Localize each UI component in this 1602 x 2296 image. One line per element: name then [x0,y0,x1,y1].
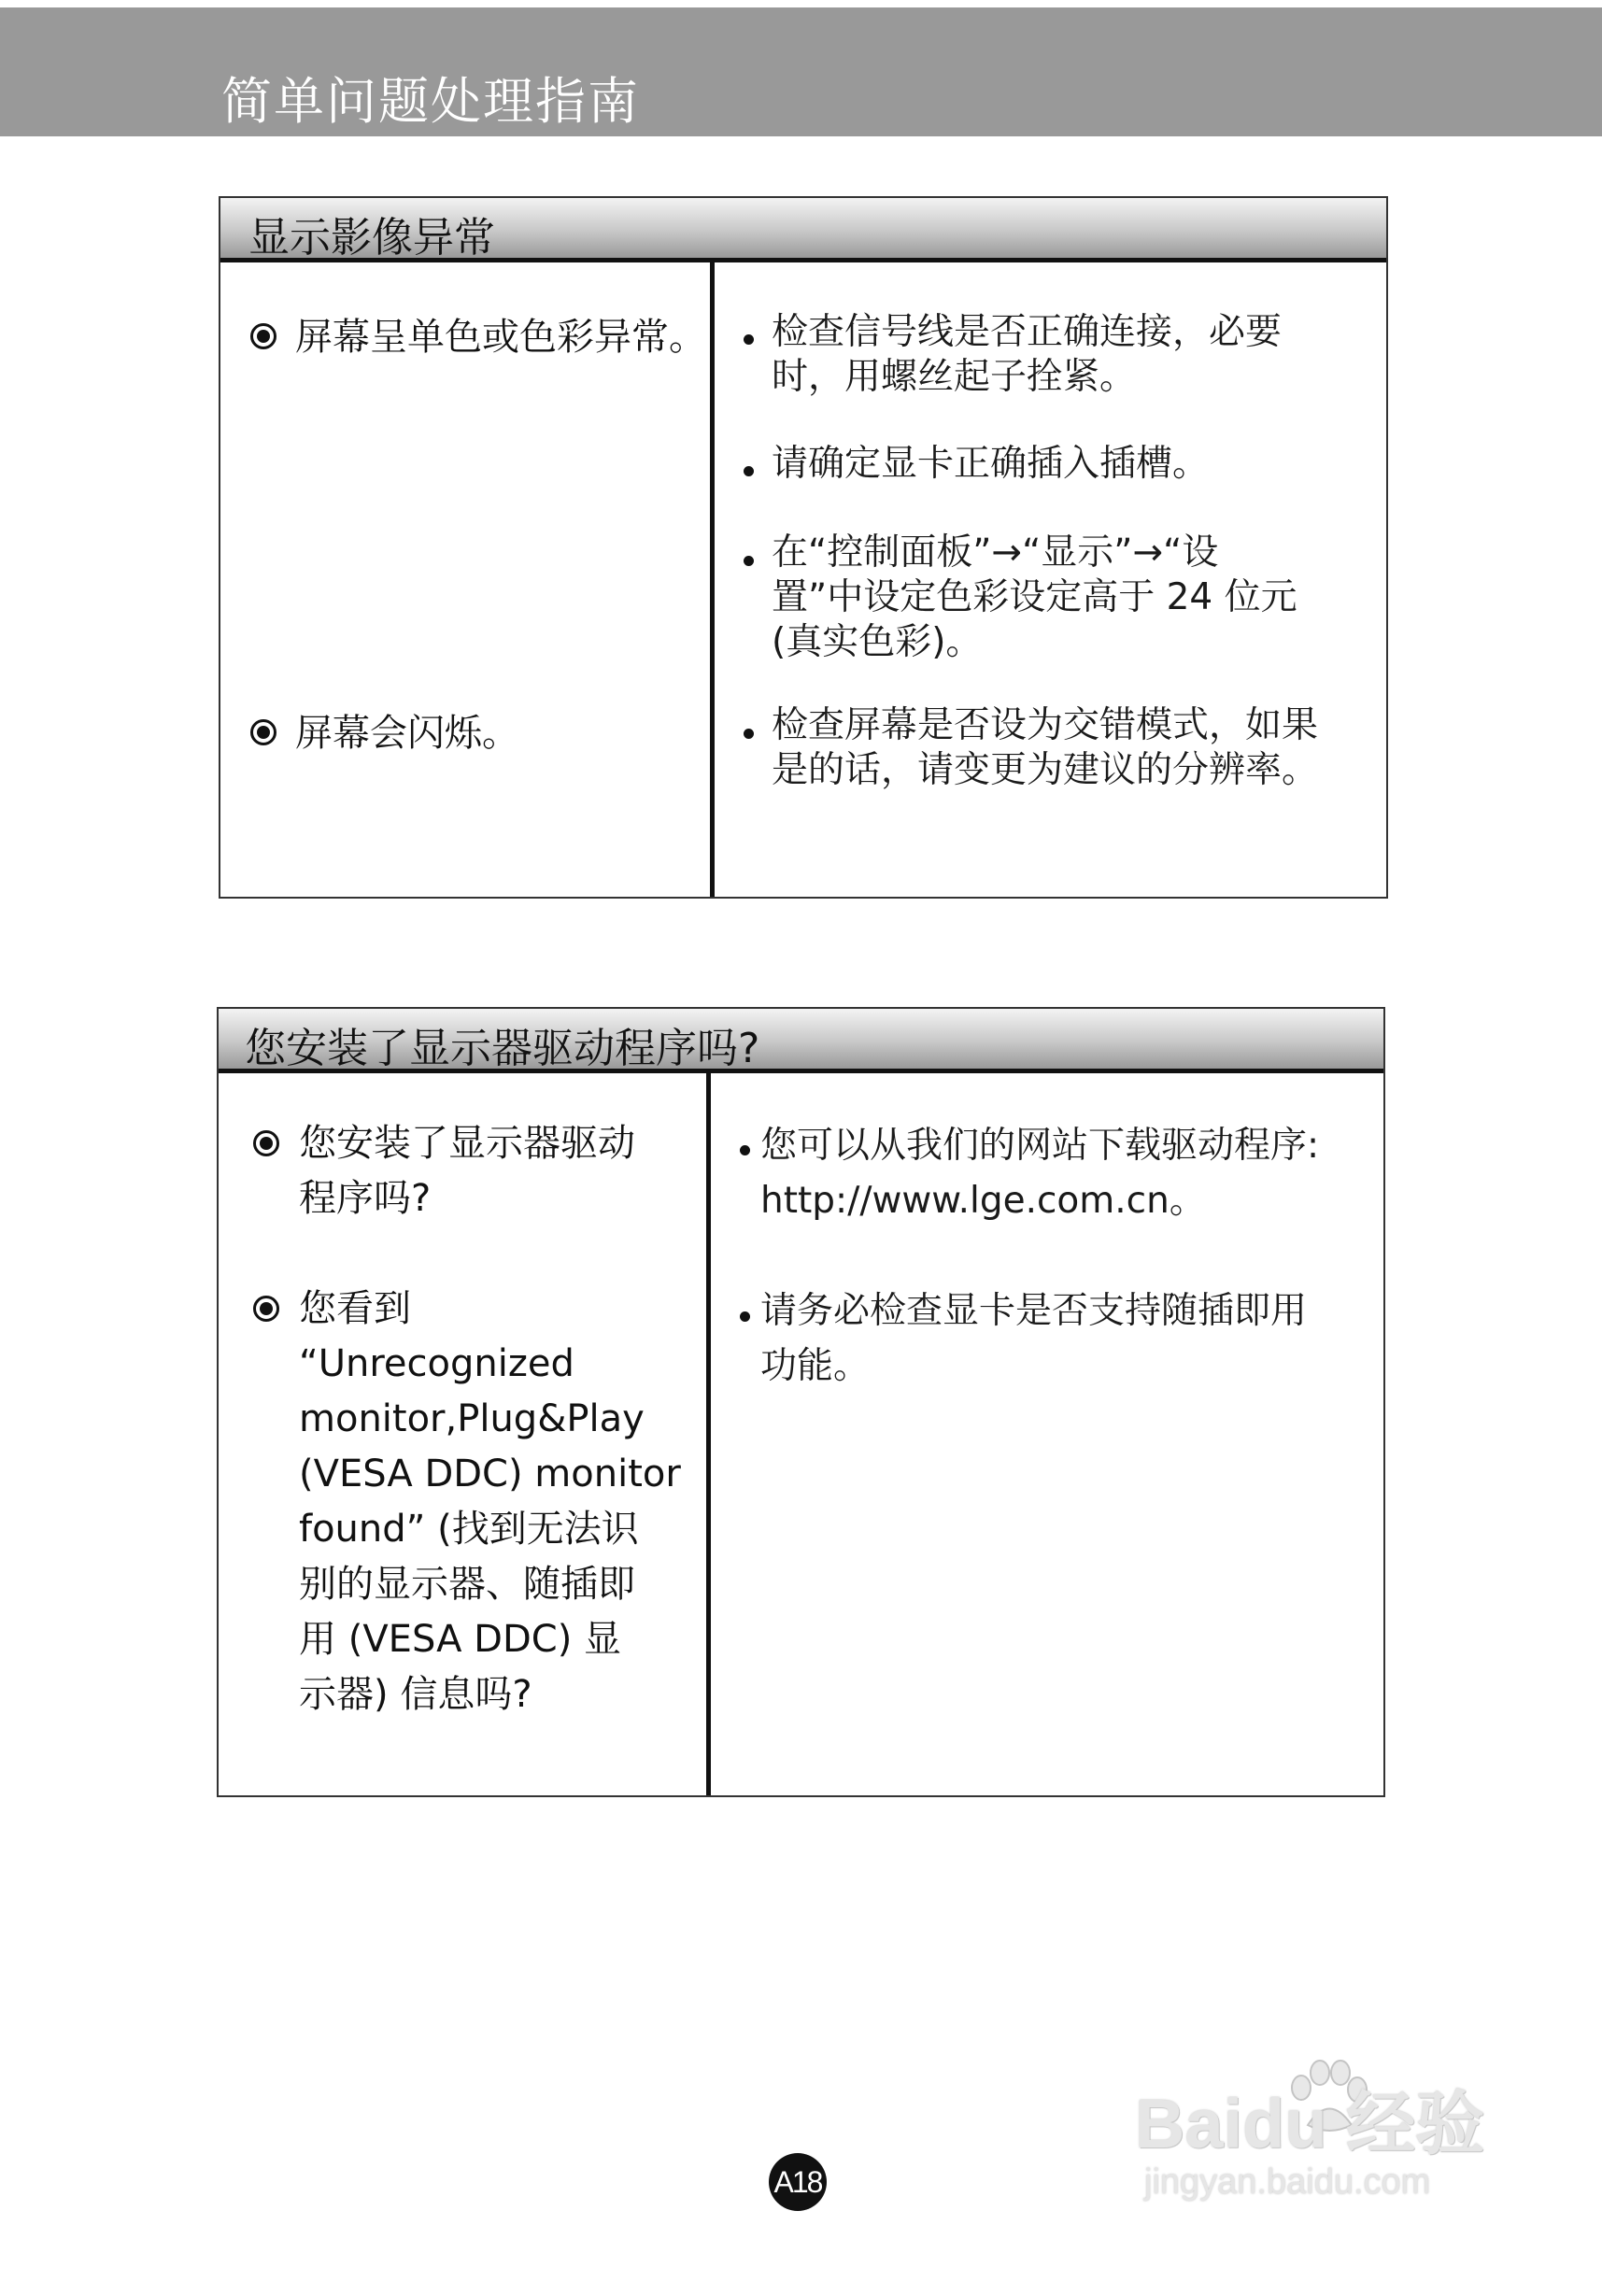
solution-text: 检查信号线是否正确连接，必要 时，用螺丝起子拴紧。 [772,311,1283,398]
section-header [219,1009,1383,1073]
page-number-badge: A18 [769,2153,827,2211]
answer-text: 请务必检查显卡是否支持随插即用 功能。 [760,1290,1308,1387]
radio-bullet-icon [250,719,276,745]
question-text: 您安装了显示器驱动 程序吗? [299,1122,635,1220]
bullet-dot-icon [744,729,754,739]
bullet-dot-icon [744,556,754,566]
column-divider [710,262,715,897]
bullet-dot-icon [740,1311,750,1322]
section-title: 您安装了显示器驱动程序吗? [245,1025,760,1072]
bullet-dot-icon [740,1145,750,1155]
bullet-dot-icon [744,334,754,345]
radio-bullet-icon [253,1130,279,1156]
watermark-url: jingyan.baidu.com [1144,2162,1431,2202]
solution-text: 检查屏幕是否设为交错模式，如果 是的话，请变更为建议的分辨率。 [772,704,1319,791]
section-display-abnormal [219,196,1388,899]
bullet-dot-icon [744,466,754,476]
section-header [220,198,1386,262]
solution-text: 请确定显卡正确插入插槽。 [772,443,1210,485]
question-text: 您看到 “Unrecognized monitor,Plug&Play (VESA DDC) monitor found” (找到无法识 别的显示器、随插即 用 (VESA DDC) 显 示器) 信息吗? [299,1287,681,1716]
page-title: 简单问题处理指南 [221,72,640,131]
symptom-label: 屏幕会闪烁。 [295,712,519,755]
radio-bullet-icon [250,323,276,349]
section-title: 显示影像异常 [248,214,495,262]
radio-bullet-icon [253,1296,279,1322]
solution-text: 在“控制面板”→“显示”→“设 置”中设定色彩设定高于 24 位元 (真实色彩)。 [772,531,1297,663]
section-driver-installed [217,1007,1385,1797]
answer-text: 您可以从我们的网站下载驱动程序: http://www.lge.com.cn。 [760,1118,1319,1228]
column-divider [706,1073,711,1795]
symptom-label: 屏幕呈单色或色彩异常。 [295,316,706,359]
baidu-watermark [1135,2069,1509,2209]
watermark-brand: Baidu 经验 [1135,2085,1485,2162]
website-link[interactable]: http://www.lge.com.cn。 [760,1180,1206,1222]
